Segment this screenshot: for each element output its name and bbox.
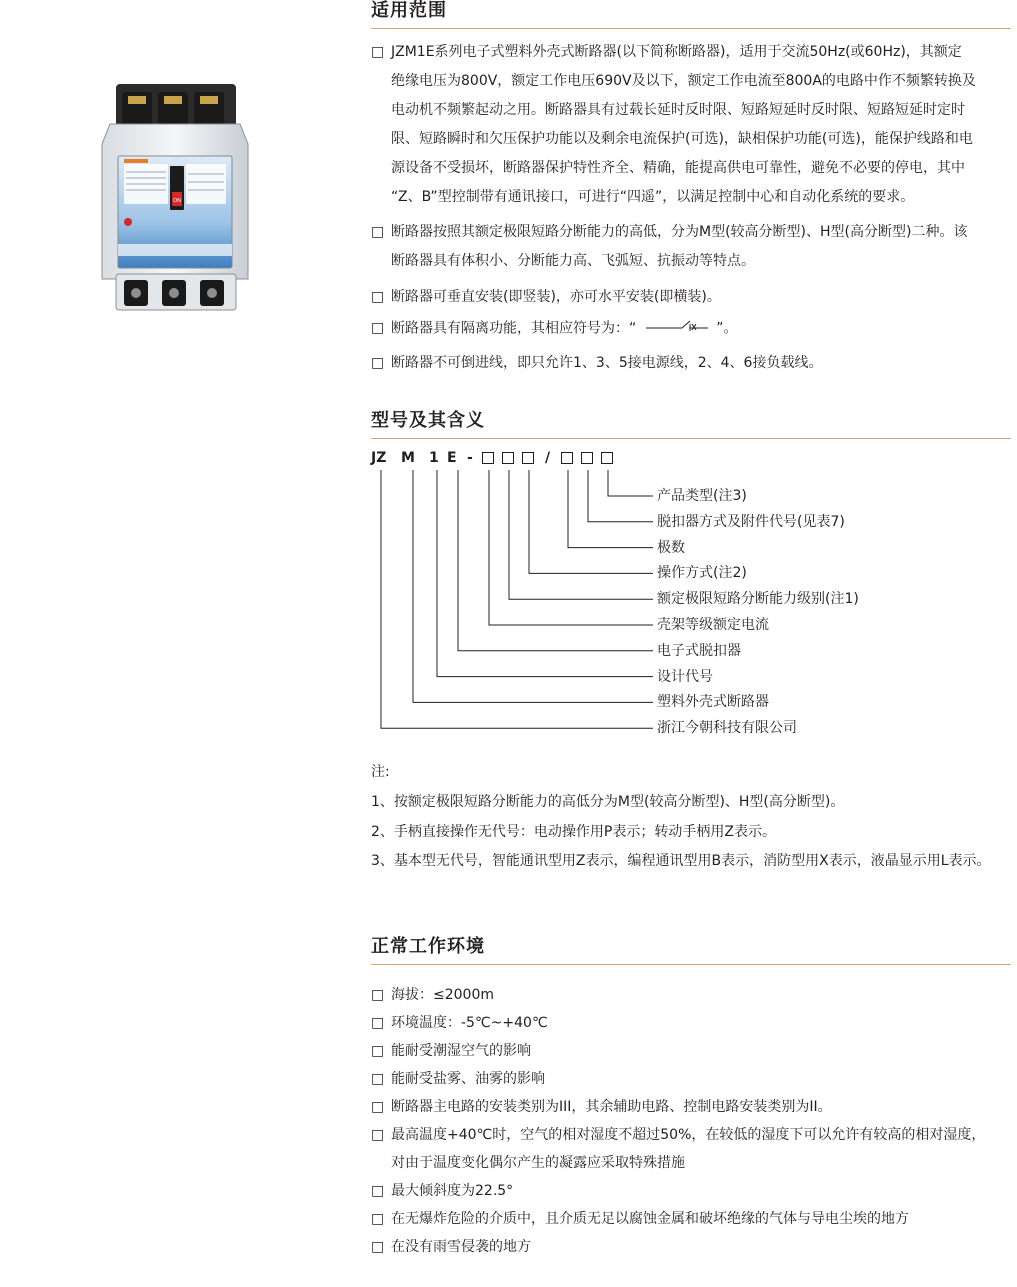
notes-title: 注: — [371, 764, 390, 780]
bullet-line: 源设备不受损坏，断路器保护特性齐全、精确，能提高供电可靠性，避免不必要的停电，其中 — [391, 160, 965, 176]
checkbox-square-icon: □ — [371, 289, 385, 305]
bracket-line — [608, 470, 653, 496]
list-item — [371, 1037, 1017, 1065]
note-3: 3、基本型无代号，智能通讯型用Z表示，编程通讯型用B表示，消防型用X表示，液晶显示用L表示。 — [371, 853, 991, 869]
bullet-line: 断路器具有隔离功能，其相应符号为：“ — [391, 320, 637, 337]
bullet-line: JZM1E系列电子式塑料外壳式断路器(以下简称断路器)，适用于交流50Hz(或60Hz)，其额定 — [391, 44, 962, 60]
model-label: 操作方式(注2) — [657, 565, 747, 582]
isolation-symbol-icon — [636, 314, 716, 343]
bullet-line: 断路器可垂直安装(即竖装)，亦可水平安装(即横装)。 — [391, 289, 721, 305]
list-item — [371, 1093, 1017, 1121]
list-item — [371, 981, 1017, 1009]
checkbox-square-icon: □ — [371, 1211, 385, 1227]
bullet-line: 断路器不可倒进线，即只允许1、3、5接电源线，2、4、6接负载线。 — [391, 354, 823, 371]
scope-section — [371, 0, 1011, 29]
model-title: 型号及其含义 — [371, 410, 485, 431]
bullet-line: 最高温度+40℃时，空气的相对湿度不超过50%，在较低的湿度下可以允许有较高的相对湿度， — [391, 1127, 986, 1143]
product-image — [88, 84, 262, 312]
model-bracket-lines — [371, 460, 661, 740]
checkbox-square-icon: □ — [371, 1071, 385, 1087]
note-2: 2、手柄直接操作无代号：电动操作用P表示；转动手柄用Z表示。 — [371, 824, 776, 840]
bullet-line: 能耐受潮湿空气的影响 — [391, 1043, 531, 1059]
list-item — [371, 314, 1017, 344]
model-label: 浙江今朝科技有限公司 — [657, 720, 797, 737]
model-section — [371, 410, 1011, 439]
on-label: ON — [173, 198, 181, 204]
code-jz: JZ — [371, 450, 387, 466]
checkbox-square-icon: □ — [371, 1239, 385, 1255]
bullet-line: ”。 — [716, 320, 738, 337]
bracket-line — [413, 470, 653, 702]
model-label: 设计代号 — [657, 668, 713, 685]
bullet-line: 限、短路瞬时和欠压保护功能以及剩余电流保护(可选)，缺相保护功能(可选)，能保护线路和电 — [391, 131, 973, 147]
list-item — [371, 1177, 1017, 1205]
bullet-line: 在没有雨雪侵袭的地方 — [391, 1239, 531, 1255]
checkbox-square-icon: □ — [371, 224, 385, 240]
note-1: 1、按额定极限短路分断能力的高低分为M型(较高分断型)、H型(高分断型)。 — [371, 794, 845, 810]
bullet-line: 最大倾斜度为22.5° — [391, 1183, 514, 1199]
bracket-line — [458, 470, 653, 651]
list-item — [371, 283, 1017, 312]
model-label: 极数 — [657, 539, 685, 556]
bullet-line: 环境温度：-5℃~+40℃ — [391, 1015, 548, 1031]
model-label: 塑料外壳式断路器 — [657, 694, 769, 711]
scope-list — [371, 38, 1017, 378]
code-e: E — [447, 450, 457, 466]
scope-title: 适用范围 — [371, 0, 447, 21]
code-1: 1 — [429, 450, 439, 466]
model-label: 壳架等级额定电流 — [657, 617, 769, 633]
list-item — [371, 218, 1017, 276]
bullet-line: 断路器按照其额定极限短路分断能力的高低，分为M型(较高分断型)、H型(高分断型)二种。该 — [391, 224, 968, 240]
checkbox-square-icon: □ — [371, 987, 385, 1003]
checkbox-square-icon: □ — [371, 320, 385, 336]
env-list — [371, 981, 1017, 1261]
model-label: 电子式脱扣器 — [657, 642, 741, 659]
model-label: 脱扣器方式及附件代号(见表7) — [657, 513, 845, 530]
bullet-line: 绝缘电压为800V，额定工作电压690V及以下，额定工作电流至800A的电路中作不频繁转换及 — [391, 73, 976, 89]
bullet-line: 电动机不频繁起动之用。断路器具有过载长延时反时限、短路短延时反时限、短路短延时定时 — [391, 102, 965, 118]
bullet-line: 在无爆炸危险的介质中，且介质无足以腐蚀金属和破坏绝缘的气体与导电尘埃的地方 — [391, 1211, 909, 1227]
model-label: 产品类型(注3) — [657, 488, 747, 504]
checkbox-square-icon: □ — [371, 1099, 385, 1115]
env-title: 正常工作环境 — [371, 936, 485, 957]
code-m: M — [401, 450, 415, 466]
list-item — [371, 1121, 1017, 1177]
list-item — [371, 349, 1017, 378]
checkbox-square-icon: □ — [371, 1043, 385, 1059]
checkbox-square-icon: □ — [371, 354, 385, 371]
list-item — [371, 38, 1017, 212]
bullet-line: 断路器具有体积小、分断能力高、飞弧短、抗振动等特点。 — [391, 253, 755, 269]
checkbox-square-icon: □ — [371, 1183, 385, 1199]
list-item — [371, 1233, 1017, 1261]
env-divider — [371, 964, 1011, 965]
checkbox-square-icon: □ — [371, 1015, 385, 1031]
model-label: 额定极限短路分断能力级别(注1) — [657, 591, 859, 608]
code-slash: / — [545, 450, 551, 466]
bracket-line — [568, 470, 653, 548]
checkbox-square-icon: □ — [371, 44, 385, 60]
breaker-illustration — [88, 84, 262, 312]
list-item — [371, 1065, 1017, 1093]
scope-divider — [371, 28, 1011, 29]
env-section — [371, 936, 1011, 965]
bullet-line: “Z、B”型控制带有通讯接口，可进行“四遥”，以满足控制中心和自动化系统的要求。 — [391, 189, 915, 205]
bullet-line: 断路器主电路的安装类别为III，其余辅助电路、控制电路安装类别为II。 — [391, 1099, 832, 1115]
checkbox-square-icon: □ — [371, 1127, 385, 1143]
bullet-line: 海拔：≤2000m — [391, 987, 494, 1003]
list-item — [371, 1009, 1017, 1037]
model-divider — [371, 438, 1011, 439]
bracket-line — [509, 470, 653, 599]
bullet-line: 对由于温度变化偶尔产生的凝露应采取特殊措施 — [391, 1155, 685, 1171]
list-item — [371, 1205, 1017, 1233]
bullet-line: 能耐受盐雾、油雾的影响 — [391, 1071, 545, 1087]
code-dash: - — [467, 450, 473, 466]
